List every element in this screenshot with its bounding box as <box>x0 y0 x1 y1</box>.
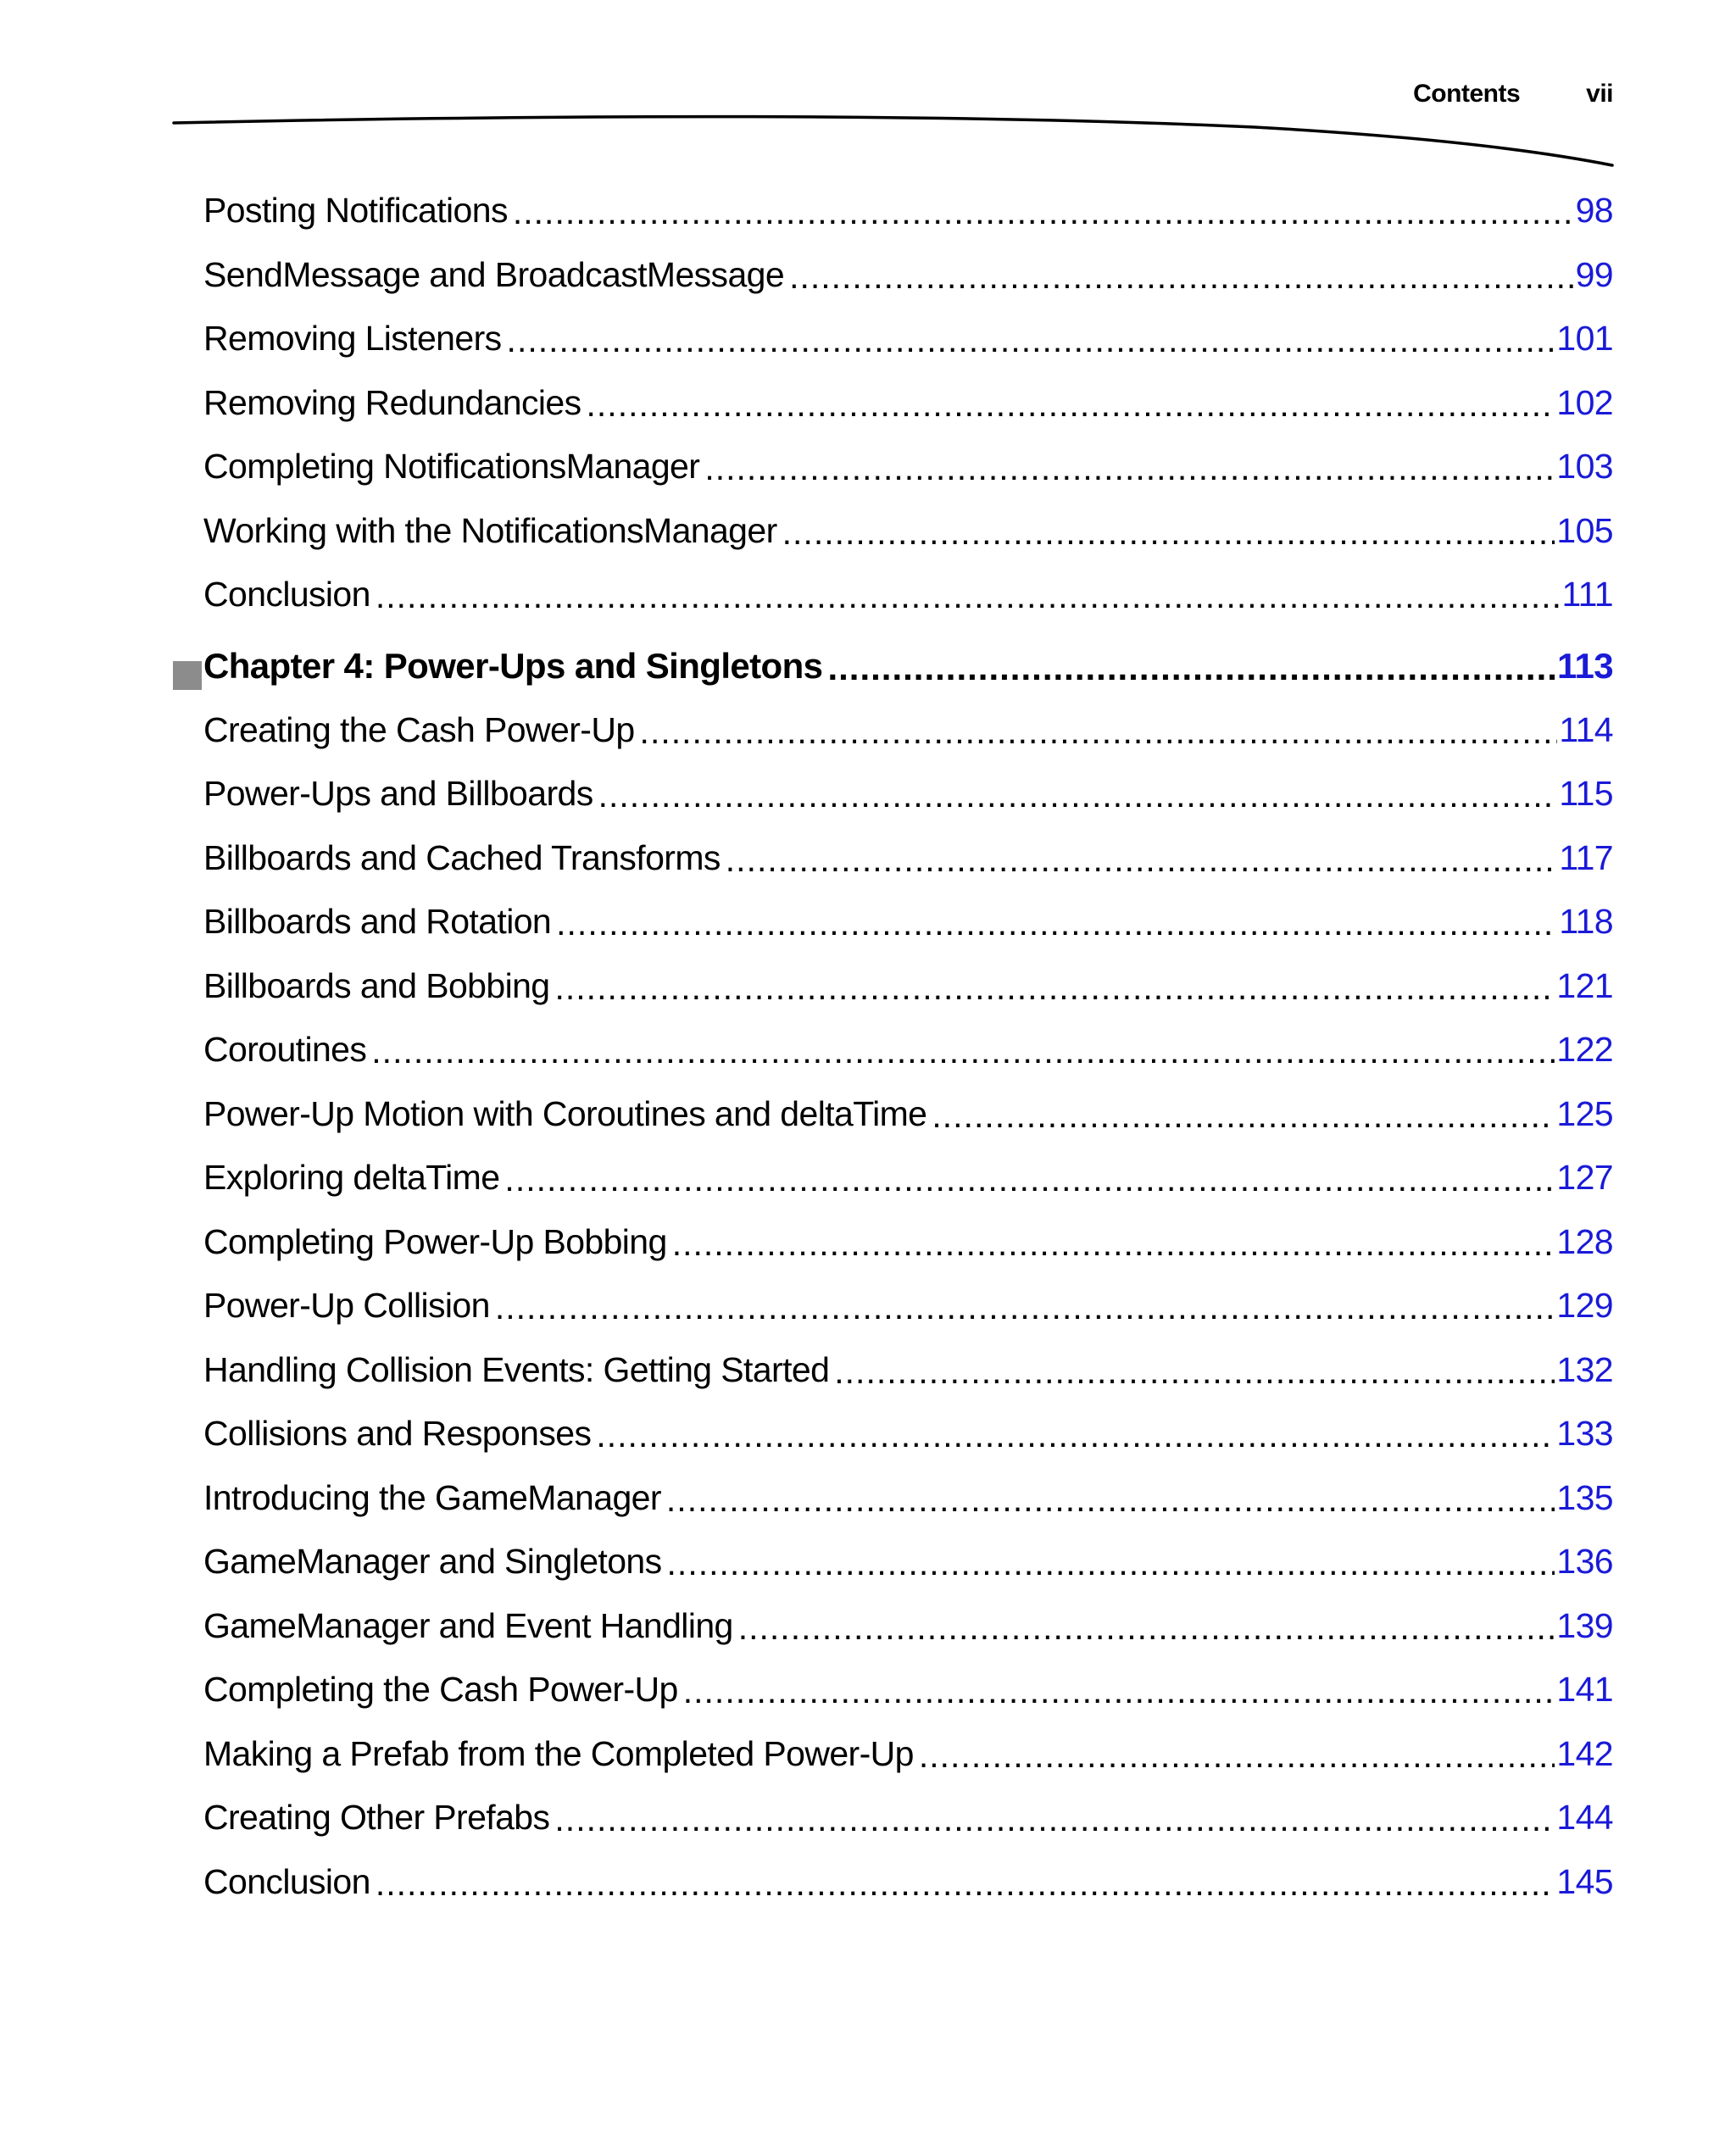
toc-entry-title: Removing Redundancies <box>203 382 581 422</box>
toc-entry-title: Exploring deltaTime <box>203 1158 500 1197</box>
toc-entry[interactable] <box>203 511 1613 576</box>
toc-entry-page[interactable]: 115 <box>1559 774 1613 813</box>
toc-chapter-title: Chapter 4: Power-Ups and Singletons <box>203 645 823 686</box>
toc-entry-page[interactable]: 145 <box>1556 1861 1613 1901</box>
toc-entry-page[interactable]: 122 <box>1556 1030 1613 1069</box>
toc-entry[interactable] <box>203 1030 1613 1094</box>
chapter-marker-icon <box>173 661 202 690</box>
toc-entry[interactable] <box>203 1862 1613 1927</box>
dot-leader <box>932 1096 1555 1131</box>
toc-entry[interactable] <box>203 1478 1613 1543</box>
toc-entry-page[interactable]: 103 <box>1556 447 1613 486</box>
toc-entry-page[interactable]: 102 <box>1556 382 1613 422</box>
toc-entry-title: Completing Power-Up Bobbing <box>203 1221 667 1261</box>
toc-entry-page[interactable]: 128 <box>1556 1221 1613 1261</box>
toc-entry[interactable] <box>203 319 1613 383</box>
dot-leader <box>672 1224 1555 1259</box>
toc-entry-page[interactable]: 127 <box>1556 1158 1613 1197</box>
dot-leader <box>827 648 1555 683</box>
toc-entry-title: Collisions and Responses <box>203 1414 592 1453</box>
toc-entry-title: GameManager and Event Handling <box>203 1605 733 1645</box>
toc-entry-title: Posting Notifications <box>203 191 508 230</box>
toc-entry-title: Creating the Cash Power-Up <box>203 709 635 749</box>
toc-entry-page[interactable]: 121 <box>1556 965 1613 1005</box>
toc-entry-title: Making a Prefab from the Completed Power-Up <box>203 1733 914 1773</box>
dot-leader <box>782 513 1555 548</box>
toc-entry[interactable] <box>203 774 1613 838</box>
toc-entry-page[interactable]: 111 <box>1561 575 1613 614</box>
toc-entry-title: Completing NotificationsManager <box>203 447 700 486</box>
toc-entry-page[interactable]: 133 <box>1556 1414 1613 1453</box>
dot-leader <box>587 385 1555 420</box>
dot-leader <box>554 1799 1555 1834</box>
toc-entry-page[interactable]: 99 <box>1575 254 1613 294</box>
toc-chapter-page[interactable]: 113 <box>1557 645 1613 686</box>
toc-entry[interactable] <box>203 255 1613 320</box>
header-rule <box>0 0 1736 186</box>
toc-entry-title: GameManager and Singletons <box>203 1542 662 1581</box>
toc-entry[interactable] <box>203 575 1613 639</box>
toc-entry[interactable] <box>203 1350 1613 1415</box>
dot-leader <box>666 1480 1555 1515</box>
toc-entry[interactable] <box>203 1222 1613 1287</box>
toc-entry-page[interactable]: 136 <box>1556 1542 1613 1581</box>
toc-entry-title: Completing the Cash Power-Up <box>203 1670 678 1709</box>
toc-entry[interactable] <box>203 902 1613 966</box>
toc-entry-page[interactable]: 142 <box>1556 1733 1613 1773</box>
toc-entry-page[interactable]: 101 <box>1556 319 1613 358</box>
dot-leader <box>726 840 1558 875</box>
dot-leader <box>704 448 1555 483</box>
dot-leader <box>504 1159 1555 1194</box>
toc-entry[interactable] <box>203 966 1613 1031</box>
toc-chapter-entry[interactable] <box>203 646 1613 710</box>
toc-entry[interactable] <box>203 1798 1613 1862</box>
toc-entry-title: Conclusion <box>203 1861 370 1901</box>
dot-leader <box>507 320 1555 355</box>
table-of-contents <box>203 191 1613 1926</box>
toc-entry-title: SendMessage and BroadcastMessage <box>203 254 785 294</box>
toc-entry[interactable] <box>203 1670 1613 1734</box>
toc-entry-title: Working with the NotificationsManager <box>203 510 777 550</box>
toc-entry-title: Billboards and Cached Transforms <box>203 837 721 877</box>
toc-entry-page[interactable]: 117 <box>1559 837 1613 877</box>
toc-entry-title: Coroutines <box>203 1030 367 1069</box>
dot-leader <box>555 968 1555 1003</box>
toc-entry[interactable] <box>203 1414 1613 1478</box>
running-head-page-number: vii <box>1586 80 1613 108</box>
toc-entry-title: Billboards and Rotation <box>203 902 552 941</box>
dot-leader <box>683 1671 1555 1706</box>
toc-entry-title: Conclusion <box>203 575 370 614</box>
toc-entry[interactable] <box>203 1286 1613 1350</box>
dot-leader <box>834 1352 1555 1387</box>
dot-leader <box>376 576 1561 611</box>
toc-entry[interactable] <box>203 710 1613 775</box>
toc-entry-title: Power-Up Collision <box>203 1286 490 1325</box>
dot-leader <box>919 1736 1555 1771</box>
dot-leader <box>371 1032 1555 1066</box>
toc-entry-title: Removing Listeners <box>203 319 502 358</box>
toc-entry[interactable] <box>203 447 1613 511</box>
toc-entry[interactable] <box>203 1094 1613 1159</box>
dot-leader <box>667 1543 1555 1578</box>
toc-entry-title: Power-Up Motion with Coroutines and deltaTime <box>203 1093 927 1133</box>
toc-entry-title: Power-Ups and Billboards <box>203 774 593 813</box>
toc-entry-title: Handling Collision Events: Getting Started <box>203 1349 830 1389</box>
toc-entry-title: Creating Other Prefabs <box>203 1798 550 1837</box>
dot-leader <box>596 1415 1555 1450</box>
toc-entry-page[interactable]: 129 <box>1556 1286 1613 1325</box>
dot-leader <box>556 904 1557 938</box>
toc-entry-page[interactable]: 132 <box>1556 1349 1613 1389</box>
toc-entry-title: Billboards and Bobbing <box>203 965 550 1005</box>
running-head-section: Contents <box>1413 80 1521 108</box>
toc-entry-page[interactable]: 139 <box>1556 1605 1613 1645</box>
toc-entry[interactable] <box>203 191 1613 255</box>
dot-leader <box>495 1287 1555 1322</box>
toc-entry-page[interactable]: 114 <box>1559 709 1613 749</box>
toc-entry-page[interactable]: 118 <box>1559 902 1613 941</box>
dot-leader <box>789 257 1574 292</box>
toc-entry[interactable] <box>203 1158 1613 1222</box>
toc-entry-page[interactable]: 125 <box>1556 1093 1613 1133</box>
dot-leader <box>376 1864 1555 1899</box>
toc-entry-page[interactable]: 144 <box>1556 1798 1613 1837</box>
toc-entry-page[interactable]: 141 <box>1556 1670 1613 1709</box>
dot-leader <box>640 712 1558 747</box>
toc-entry[interactable] <box>203 1606 1613 1671</box>
toc-entry[interactable] <box>203 838 1613 903</box>
toc-entry[interactable] <box>203 1542 1613 1606</box>
dot-leader <box>513 192 1574 227</box>
dot-leader <box>738 1608 1555 1643</box>
toc-entry-page[interactable]: 98 <box>1575 191 1613 230</box>
toc-entry-title: Introducing the GameManager <box>203 1477 661 1517</box>
toc-entry-page[interactable]: 105 <box>1556 510 1613 550</box>
dot-leader <box>598 776 1558 810</box>
toc-entry[interactable] <box>203 383 1613 448</box>
toc-entry-page[interactable]: 135 <box>1556 1477 1613 1517</box>
toc-entry[interactable] <box>203 1734 1613 1799</box>
